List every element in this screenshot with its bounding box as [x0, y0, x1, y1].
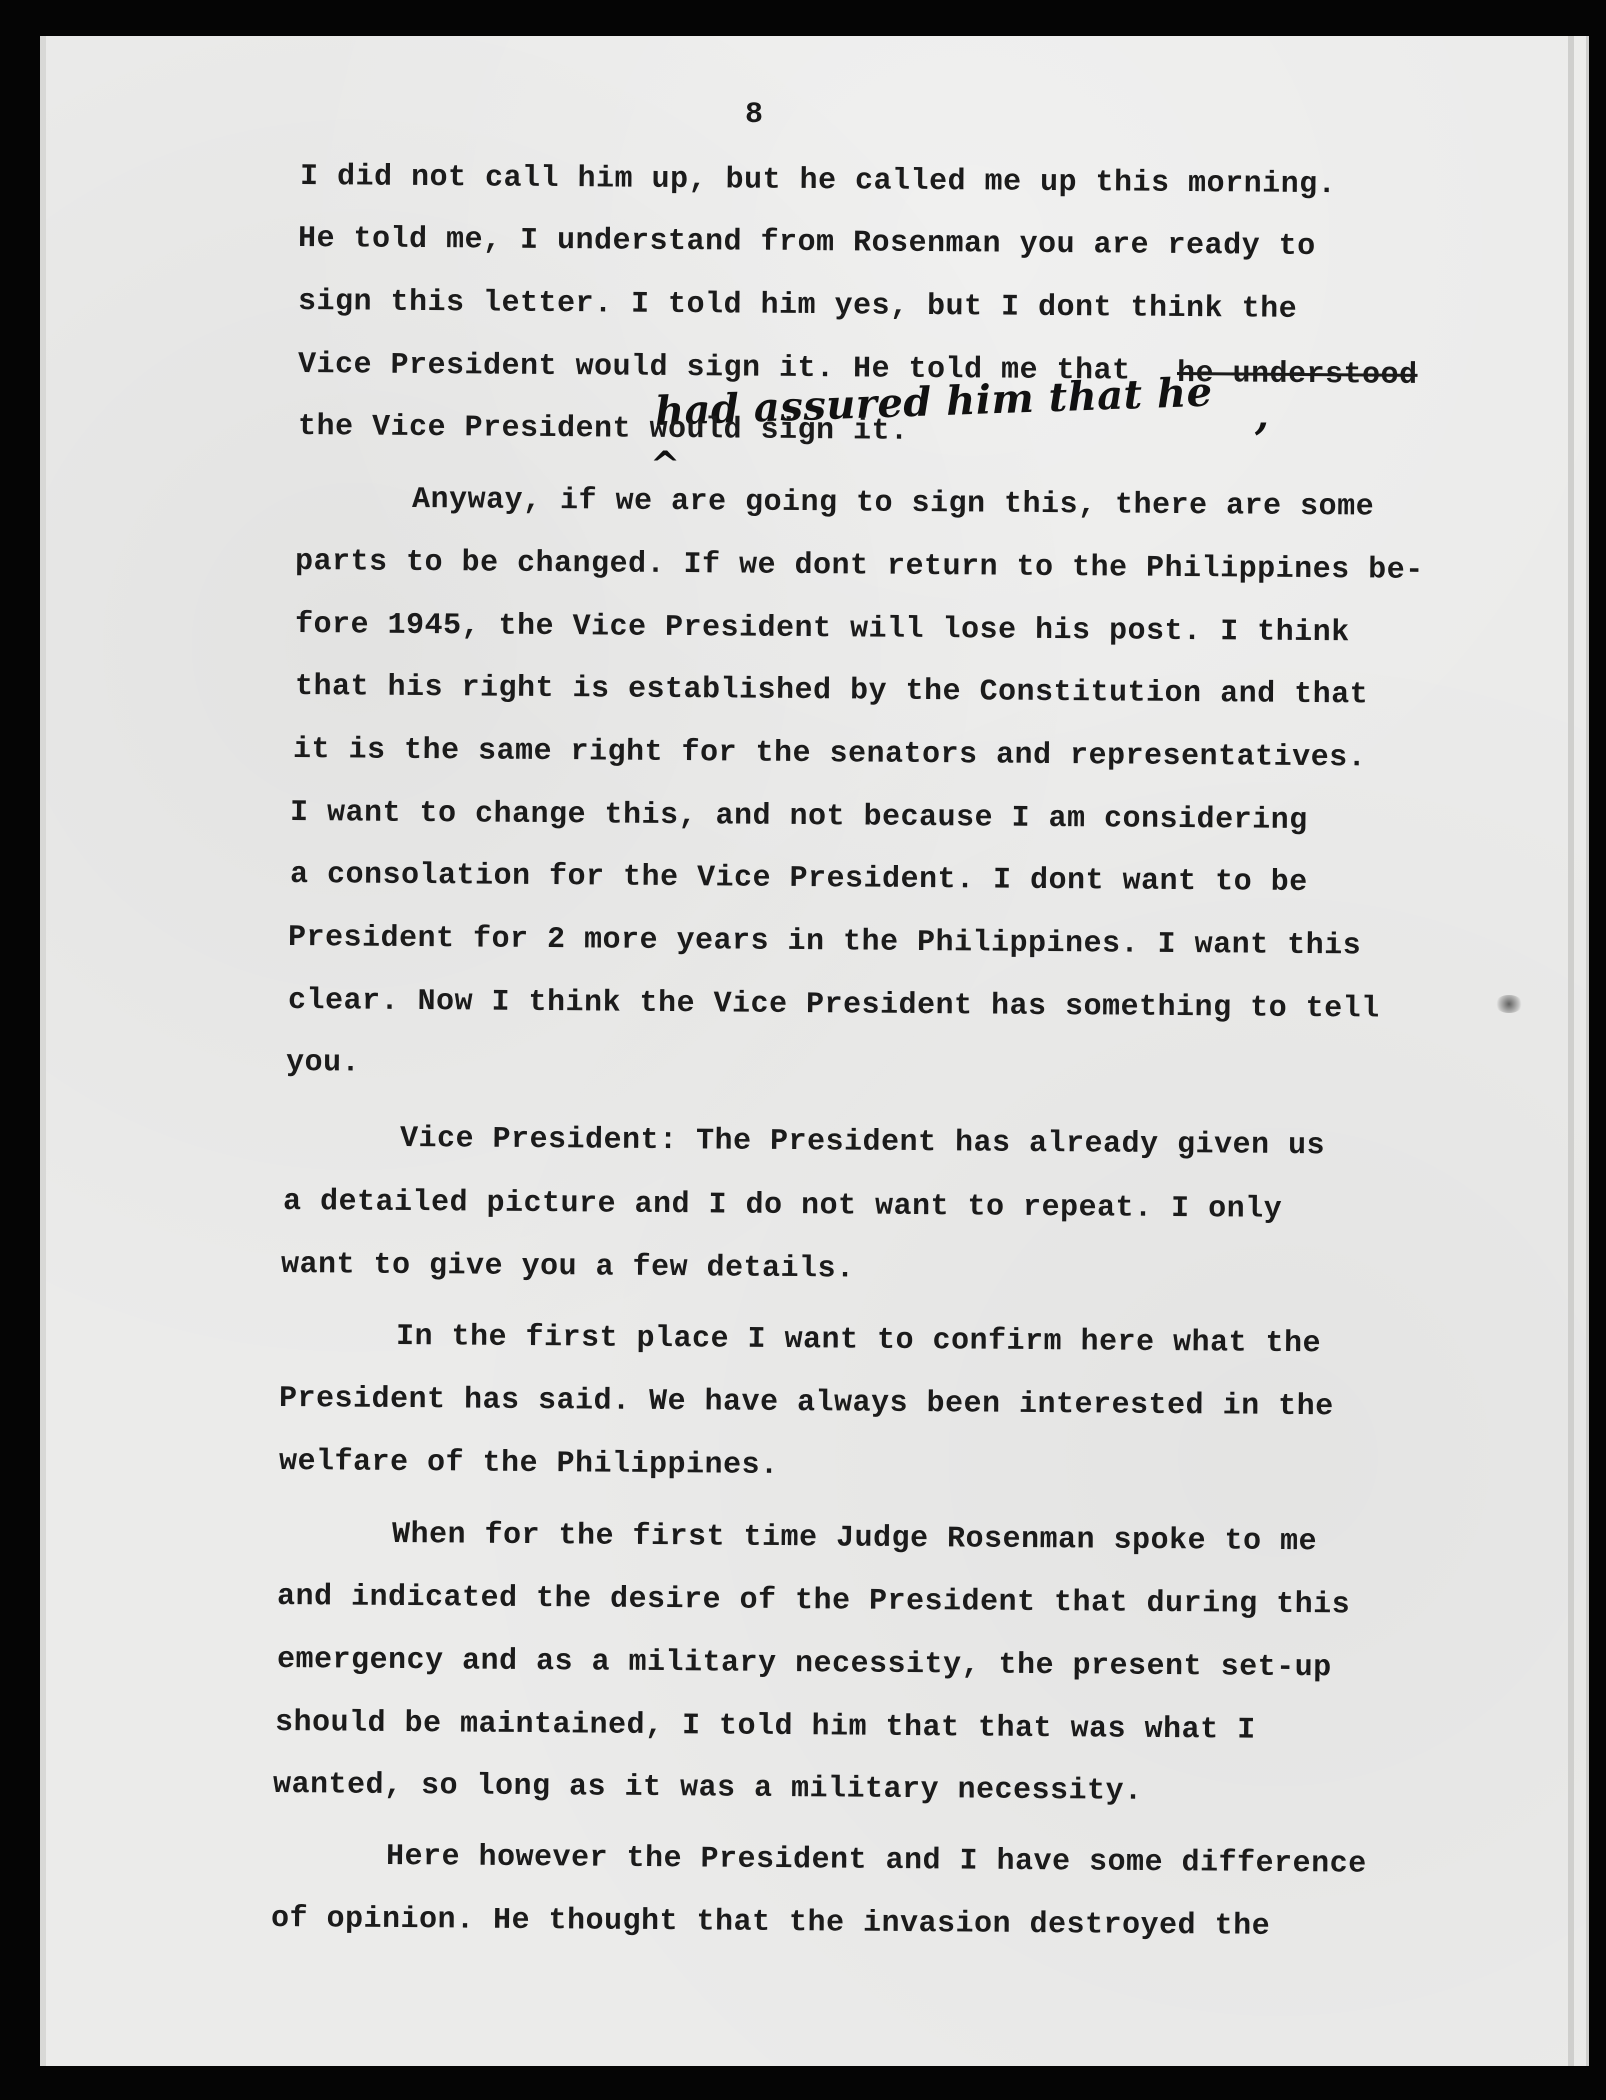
text-line: sign this letter. I told him yes, but I dont think the [297, 285, 1298, 327]
text-line: a detailed picture and I do not want to repeat. I only [282, 1185, 1283, 1227]
text-line: Here however the President and I have some difference [385, 1840, 1367, 1882]
text-line: you. [285, 1046, 361, 1081]
text-line: parts to be changed. If we dont return to the Philippines be- [294, 545, 1424, 588]
handwritten-insertion: had assured him that he [654, 368, 1214, 435]
insertion-caret: ^ [650, 444, 681, 486]
text-line: In the first place I want to confirm here what the [395, 1320, 1322, 1362]
text-line: the Vice President would sign it. [297, 410, 909, 449]
text-line: President has said. We have always been interested in the [278, 1382, 1334, 1425]
text-line: Anyway, if we are going to sign this, there are some [411, 483, 1375, 525]
text-line: of opinion. He thought that the invasion destroyed the [270, 1902, 1271, 1944]
page-number: 8 [745, 98, 764, 132]
text-line: Vice President would sign it. He told me that [297, 348, 1150, 389]
text-line: When for the first time Judge Rosenman spoke to me [391, 1518, 1318, 1560]
text-line: want to give you a few details. [280, 1248, 855, 1287]
text-line: President for 2 more years in the Philippines. I want this [287, 921, 1362, 964]
text-line: clear. Now I think the Vice President has something to tell [287, 984, 1380, 1027]
text-line: He told me, I understand from Rosenman you are ready to [297, 222, 1316, 264]
text-line: a consolation for the Vice President. I dont want to be [289, 858, 1308, 900]
text-line: and indicated the desire of the President that during this [276, 1580, 1351, 1623]
text-line: should be maintained, I told him that that was what I [274, 1706, 1256, 1748]
text-line: Vice President: The President has already given us [399, 1122, 1326, 1164]
text-line: wanted, so long as it was a military necessity. [272, 1768, 1143, 1809]
text-line: that his right is established by the Constitution and that [294, 670, 1369, 713]
text-line: welfare of the Philippines. [278, 1445, 779, 1483]
text-line: I did not call him up, but he called me up this morning. [299, 160, 1337, 203]
text-line: it is the same right for the senators and representatives. [292, 733, 1367, 776]
text-line: fore 1945, the Vice President will lose his post. I think [294, 608, 1350, 651]
text-line: I want to change this, and not because I am considering [289, 796, 1308, 838]
handwritten-comma: , [1255, 392, 1270, 439]
struck-text: he understood [1176, 357, 1418, 393]
text-line: emergency and as a military necessity, the present set-up [276, 1643, 1332, 1686]
